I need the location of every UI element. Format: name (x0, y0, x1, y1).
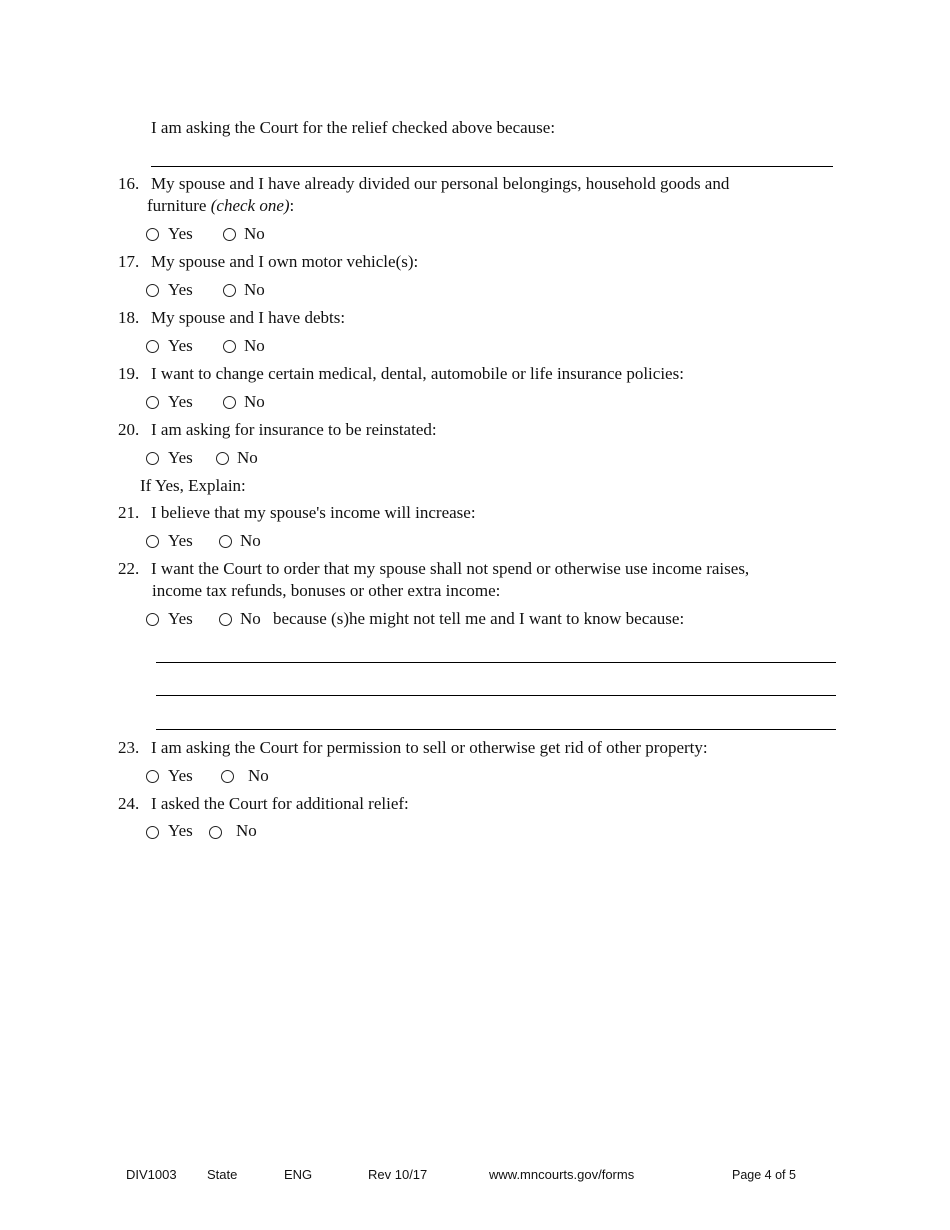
question-23-number: 23. (118, 738, 140, 757)
q22-yes-label: Yes (168, 609, 193, 628)
intro-text: I am asking the Court for the relief checked above because: (151, 118, 556, 137)
q23-yes-radio[interactable] (146, 770, 159, 783)
q18-yes-radio[interactable] (146, 340, 159, 353)
q18-yes-label: Yes (168, 336, 193, 355)
question-24-text: I asked the Court for additional relief: (151, 794, 409, 813)
q22-answer-line-3[interactable] (156, 729, 836, 730)
question-16-number: 16. (118, 174, 140, 193)
question-22-text-line1: I want the Court to order that my spouse shall not spend or otherwise use income raises, (151, 559, 750, 578)
q18-no-label: No (244, 336, 265, 355)
q16-no-label: No (244, 224, 265, 243)
question-19-number: 19. (118, 364, 140, 383)
q19-yes-label: Yes (168, 392, 193, 411)
footer-form-id: DIV1003 (126, 1167, 177, 1182)
q17-yes-label: Yes (168, 280, 193, 299)
question-16-colon: : (289, 196, 295, 215)
q20-yes-radio[interactable] (146, 452, 159, 465)
question-16-text-line2 (147, 196, 294, 216)
question-16-check-one: (check one) (210, 196, 290, 215)
question-21-number: 21. (118, 503, 140, 522)
footer-page-number: Page 4 of 5 (732, 1168, 796, 1182)
q21-no-radio[interactable] (219, 535, 232, 548)
q22-yes-radio[interactable] (146, 613, 159, 626)
q22-answer-line-1[interactable] (156, 662, 836, 663)
q21-no-label: No (240, 531, 261, 550)
q23-yes-label: Yes (168, 766, 193, 785)
question-20-text: I am asking for insurance to be reinstated: (151, 420, 437, 439)
question-17-text: My spouse and I own motor vehicle(s): (151, 252, 419, 271)
q19-no-label: No (244, 392, 265, 411)
question-16-furniture: furniture (147, 196, 211, 215)
q20-no-radio[interactable] (216, 452, 229, 465)
q16-yes-label: Yes (168, 224, 193, 243)
question-20-number: 20. (118, 420, 140, 439)
q17-no-label: No (244, 280, 265, 299)
question-18-number: 18. (118, 308, 140, 327)
q22-no-radio[interactable] (219, 613, 232, 626)
q24-yes-radio[interactable] (146, 826, 159, 839)
question-18-text: My spouse and I have debts: (151, 308, 346, 327)
q24-no-radio[interactable] (209, 826, 222, 839)
q20-yes-label: Yes (168, 448, 193, 467)
q19-no-radio[interactable] (223, 396, 236, 409)
intro-answer-line[interactable] (151, 166, 833, 167)
question-19-text: I want to change certain medical, dental, automobile or life insurance policies: (151, 364, 684, 383)
q19-yes-radio[interactable] (146, 396, 159, 409)
q22-no-label: No (240, 609, 261, 628)
q20-no-label: No (237, 448, 258, 467)
q24-yes-label: Yes (168, 821, 193, 840)
q17-no-radio[interactable] (223, 284, 236, 297)
question-17-number: 17. (118, 252, 140, 271)
footer-jurisdiction: State (207, 1167, 238, 1182)
question-22-text-line2: income tax refunds, bonuses or other extra income: (152, 581, 501, 600)
footer-revision: Rev 10/17 (368, 1167, 428, 1182)
footer-url[interactable]: www.mncourts.gov/forms (489, 1167, 635, 1182)
q21-yes-radio[interactable] (146, 535, 159, 548)
q16-no-radio[interactable] (223, 228, 236, 241)
q23-no-radio[interactable] (221, 770, 234, 783)
question-24-number: 24. (118, 794, 140, 813)
q18-no-radio[interactable] (223, 340, 236, 353)
q24-no-label: No (236, 821, 257, 840)
question-20-explain: If Yes, Explain: (140, 476, 246, 495)
q23-no-label: No (248, 766, 269, 785)
question-22-number: 22. (118, 559, 140, 578)
question-21-text: I believe that my spouse's income will increase: (151, 503, 476, 522)
q22-because-text: because (s)he might not tell me and I want to know because: (273, 609, 685, 628)
question-16-text-line1: My spouse and I have already divided our personal belongings, household goods and (151, 174, 730, 193)
question-23-text: I am asking the Court for permission to sell or otherwise get rid of other property: (151, 738, 708, 757)
footer-language: ENG (284, 1167, 313, 1182)
q22-answer-line-2[interactable] (156, 695, 836, 696)
q17-yes-radio[interactable] (146, 284, 159, 297)
q21-yes-label: Yes (168, 531, 193, 550)
q16-yes-radio[interactable] (146, 228, 159, 241)
